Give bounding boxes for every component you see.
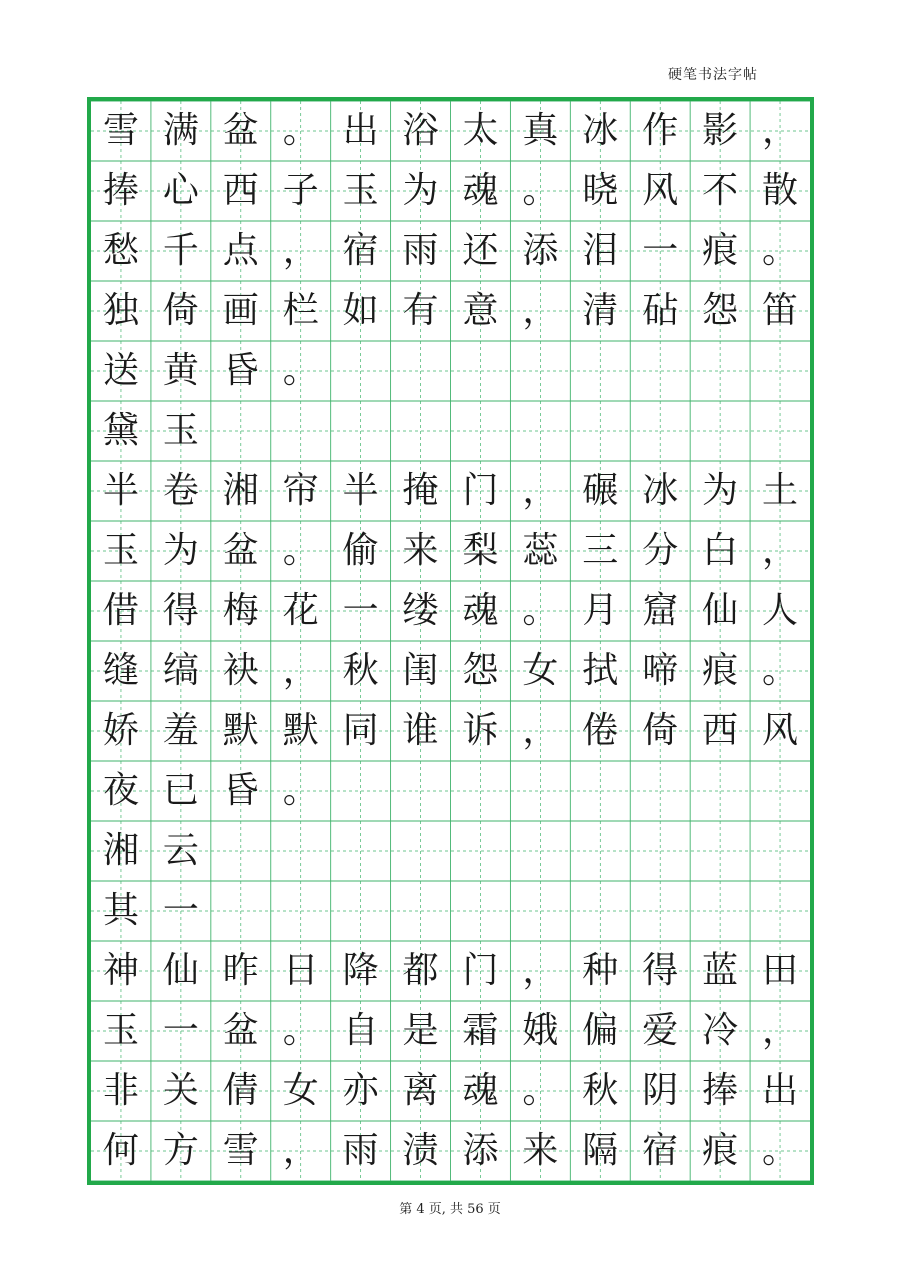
character-cell: 有 [402,290,439,331]
character-cell: 清 [582,290,619,331]
character-cell: 还 [462,230,499,271]
character-cell: 太 [462,110,499,151]
character-cell: 娇 [102,710,139,751]
character-cell: 闺 [402,650,439,691]
character-cell: 湘 [102,830,139,871]
character-cell: 云 [162,830,199,871]
character-cell: 送 [102,350,139,391]
character-cell: 冰 [582,110,619,151]
character-cell: 砧 [642,290,679,331]
character-cell: 雪 [222,1130,259,1171]
character-cell: 盆 [222,1010,259,1051]
character-cell: 浴 [402,110,439,151]
character-cell: 缝 [102,650,139,691]
text-row [91,281,810,341]
character-cell: 蓝 [702,950,739,991]
character-cell: 娥 [522,1010,559,1051]
text-row [91,1061,810,1121]
character-cell: 作 [642,110,679,151]
character-cell: 日 [282,950,319,991]
character-cell: 点 [222,230,259,271]
character-cell: 。 [762,1130,799,1171]
character-cell: 分 [642,530,679,571]
character-cell: 花 [282,590,319,631]
character-cell: 女 [282,1070,319,1111]
character-cell: 羞 [162,710,199,751]
character-cell: 田 [762,950,799,991]
character-cell: 捧 [702,1070,739,1111]
character-cell: 离 [402,1070,439,1111]
character-cell: ， [762,1010,799,1051]
character-cell: 爱 [642,1010,679,1051]
character-cell: 湘 [222,470,259,511]
character-cell: 。 [282,350,319,391]
character-cell: 女 [522,650,559,691]
text-row [91,101,810,161]
character-cell: 栏 [282,290,319,331]
character-cell: 为 [162,530,199,571]
character-cell: 。 [762,650,799,691]
character-cell: ， [522,470,559,511]
character-cell: 非 [102,1070,139,1111]
character-cell: 倚 [162,290,199,331]
character-cell: 蕊 [522,530,559,571]
character-cell: 夜 [102,770,139,811]
character-cell: 真 [522,110,559,151]
character-cell: 来 [402,530,439,571]
character-cell: 关 [162,1070,199,1111]
character-cell: 添 [462,1130,499,1171]
character-cell: ， [762,110,799,151]
page-number: 第 4 页, 共 56 页 [399,1202,501,1217]
character-cell: 不 [702,170,739,211]
text-row [91,821,810,881]
character-cell: ， [522,950,559,991]
character-cell: 风 [762,710,799,751]
character-cell: 秋 [582,1070,619,1111]
character-cell: 宿 [642,1130,679,1171]
character-cell: 昏 [222,350,259,391]
character-cell: 。 [522,1070,559,1111]
character-cell: 仙 [162,950,199,991]
character-cell: 盆 [222,110,259,151]
text-row [91,341,810,401]
character-cell: 笛 [762,290,799,331]
text-row [91,581,810,641]
character-cell: ， [522,710,559,751]
header-title: 硬笔书法字帖 [668,67,758,83]
character-cell: 雨 [402,230,439,271]
character-cell: 昏 [222,770,259,811]
character-cell: 子 [282,170,319,211]
character-cell: 痕 [702,1130,739,1171]
character-cell: 出 [342,110,379,151]
character-cell: 渍 [402,1130,439,1171]
character-cell: 。 [282,530,319,571]
character-cell: 意 [462,290,499,331]
character-cell: 痕 [702,650,739,691]
character-cell: 雨 [342,1130,379,1171]
character-cell: 为 [402,170,439,211]
character-cell: 倩 [222,1070,259,1111]
text-row [91,881,810,941]
character-cell: 出 [762,1070,799,1111]
character-cell: 三 [582,530,619,571]
character-cell: 。 [282,770,319,811]
character-cell: 影 [702,110,739,151]
character-cell: 霜 [462,1010,499,1051]
character-cell: 晓 [582,170,619,211]
character-cell: 缕 [402,590,439,631]
character-cell: 偷 [342,530,379,571]
text-row [91,761,810,821]
character-cell: 盆 [222,530,259,571]
character-cell: 半 [102,470,139,511]
character-cell: 如 [342,290,379,331]
character-cell: 啼 [642,650,679,691]
character-cell: 玉 [102,530,139,571]
character-cell: 。 [282,110,319,151]
character-cell: 亦 [342,1070,379,1111]
character-cell: 画 [222,290,259,331]
character-cell: 昨 [222,950,259,991]
character-cell: 土 [762,470,799,511]
character-cell: 风 [642,170,679,211]
character-cell: 怨 [462,650,499,691]
character-cell: 倦 [582,710,619,751]
character-cell: 默 [222,710,259,751]
character-cell: 缟 [162,650,199,691]
character-cell: 玉 [162,410,199,451]
character-cell: 雪 [102,110,139,151]
character-cell: 千 [162,230,199,271]
character-cell: 掩 [402,470,439,511]
character-cell: 一 [162,890,199,931]
character-cell: 独 [102,290,139,331]
character-cell: 得 [162,590,199,631]
character-cell: 一 [642,230,679,271]
character-cell: 门 [462,470,499,511]
character-cell: 宿 [342,230,379,271]
character-cell: 梅 [222,590,259,631]
text-row [91,641,810,701]
character-cell: 人 [762,590,799,631]
character-cell: 仙 [702,590,739,631]
character-cell: 散 [762,170,799,211]
character-cell: 借 [102,590,139,631]
character-cell: 自 [342,1010,379,1051]
character-cell: 得 [642,950,679,991]
character-cell: 冰 [642,470,679,511]
character-cell: 西 [222,170,259,211]
character-cell: 。 [282,1010,319,1051]
text-row [91,701,810,761]
character-cell: 窟 [642,590,679,631]
character-cell: 诉 [462,710,499,751]
character-cell: 神 [102,950,139,991]
text-row [91,161,810,221]
text-row [91,1121,810,1181]
character-cell: 已 [162,770,199,811]
character-cell: 是 [402,1010,439,1051]
character-cell: 满 [162,110,199,151]
character-cell: 卷 [162,470,199,511]
character-cell: 一 [162,1010,199,1051]
character-cell: 阴 [642,1070,679,1111]
copybook-frame [87,97,814,1185]
character-cell: 泪 [582,230,619,271]
character-cell: 魂 [462,1070,499,1111]
character-cell: 何 [102,1130,139,1171]
character-cell: 都 [402,950,439,991]
character-cell: 西 [702,710,739,751]
character-cell: 心 [162,170,199,211]
character-cell: ， [522,290,559,331]
character-cell: 冷 [702,1010,739,1051]
character-cell: 魂 [462,590,499,631]
character-cell: 谁 [402,710,439,751]
character-cell: ， [762,530,799,571]
character-cell: 方 [162,1130,199,1171]
character-cell: 秋 [342,650,379,691]
character-cell: 白 [702,530,739,571]
character-cell: ， [282,230,319,271]
character-cell: ， [282,1130,319,1171]
character-cell: 种 [582,950,619,991]
character-cell: 为 [702,470,739,511]
character-cell: 添 [522,230,559,271]
character-cell: ， [282,650,319,691]
character-cell: 梨 [462,530,499,571]
character-cell: 门 [462,950,499,991]
text-row [91,521,810,581]
character-cell: 拭 [582,650,619,691]
character-cell: 碾 [582,470,619,511]
character-cell: 隔 [582,1130,619,1171]
character-cell: 同 [342,710,379,751]
character-cell: 月 [582,590,619,631]
text-row [91,401,810,461]
character-cell: 黛 [102,410,139,451]
character-cell: 一 [342,590,379,631]
character-cell: 怨 [702,290,739,331]
character-cell: 偏 [582,1010,619,1051]
character-cell: 黄 [162,350,199,391]
text-row [91,461,810,521]
character-cell: 帘 [282,470,319,511]
character-cell: 魂 [462,170,499,211]
character-cell: 半 [342,470,379,511]
character-cell: 。 [762,230,799,271]
character-cell: 玉 [102,1010,139,1051]
character-cell: 愁 [102,230,139,271]
character-cell: 袂 [222,650,259,691]
character-cell: 来 [522,1130,559,1171]
character-cell: 捧 [102,170,139,211]
character-cell: 。 [522,170,559,211]
text-row [91,1001,810,1061]
character-cell: 倚 [642,710,679,751]
character-cell: 默 [282,710,319,751]
character-cell: 玉 [342,170,379,211]
text-row [91,941,810,1001]
text-row [91,221,810,281]
character-cell: 。 [522,590,559,631]
character-cell: 痕 [702,230,739,271]
character-cell: 其 [102,890,139,931]
character-cell: 降 [342,950,379,991]
